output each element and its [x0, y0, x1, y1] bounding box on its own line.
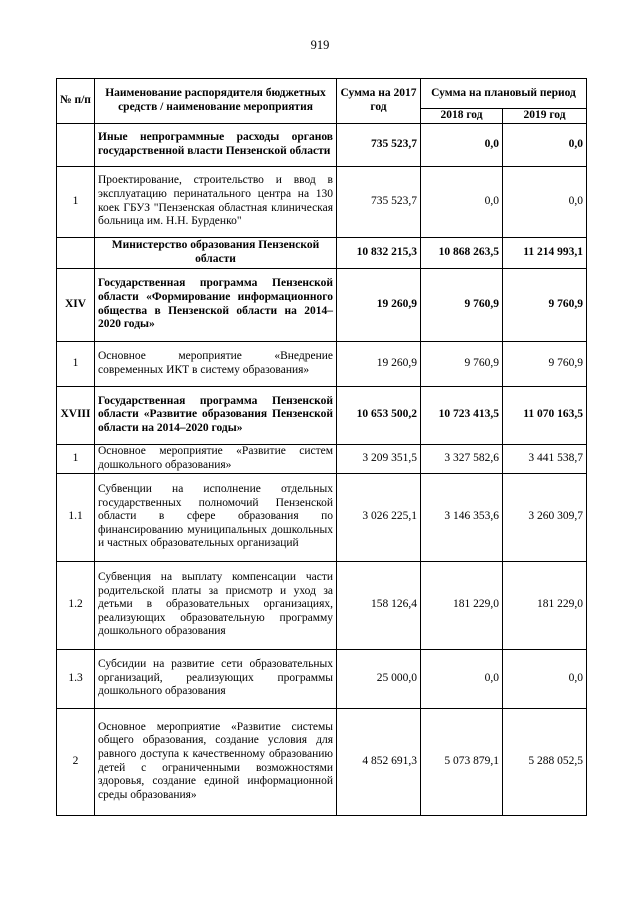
- header-name: Наименование распорядителя бюджетных средств / наименование мероприятия: [95, 79, 337, 124]
- table-row: [57, 649, 587, 708]
- table-row: [57, 268, 587, 341]
- row-num: XVIII: [57, 386, 95, 444]
- row-sum-2019: 11 070 163,5: [503, 386, 587, 444]
- table-row: [57, 708, 587, 815]
- header-2018: 2018 год: [421, 109, 503, 124]
- row-sum-2017: 3 209 351,5: [337, 444, 421, 473]
- row-sum-2018: 10 723 413,5: [421, 386, 503, 444]
- row-sum-2017: 4 852 691,3: [337, 708, 421, 815]
- row-sum-2019: 0,0: [503, 166, 587, 237]
- row-sum-2017: 25 000,0: [337, 649, 421, 708]
- row-sum-2017: 735 523,7: [337, 166, 421, 237]
- row-sum-2017: 19 260,9: [337, 341, 421, 386]
- row-sum-2018: 0,0: [421, 123, 503, 166]
- row-sum-2019: 0,0: [503, 123, 587, 166]
- header-row: [57, 79, 587, 109]
- row-name: Государственная программа Пензенской области «Развитие образования Пензенской области на 2014–2020 годы»: [95, 386, 337, 444]
- table-row: [57, 237, 587, 268]
- row-sum-2018: 9 760,9: [421, 268, 503, 341]
- row-sum-2017: 10 832 215,3: [337, 237, 421, 268]
- row-name: Проектирование, строительство и ввод в эксплуатацию перинатального центра на 130 коек ГБУЗ "Пензенская областная клиническая больница им. Н.Н. Бурденко": [95, 166, 337, 237]
- row-sum-2018: 0,0: [421, 649, 503, 708]
- row-sum-2018: 5 073 879,1: [421, 708, 503, 815]
- row-sum-2017: 19 260,9: [337, 268, 421, 341]
- row-name: Иные непрограммные расходы органов государственной власти Пензенской области: [95, 123, 337, 166]
- row-name: Государственная программа Пензенской области «Формирование информационного общества в Пензенской области на 2014–2020 годы»: [95, 268, 337, 341]
- table-row: [57, 123, 587, 166]
- row-num: 1: [57, 444, 95, 473]
- header-planned-period: Сумма на плановый период: [421, 79, 587, 109]
- row-sum-2018: 10 868 263,5: [421, 237, 503, 268]
- row-sum-2017: 10 653 500,2: [337, 386, 421, 444]
- budget-table: [56, 78, 587, 816]
- row-name: Субвенции на исполнение отдельных государственных полномочий Пензенской области в сфере образования по финансированию муниципальных дошкольных и частных образовательных организаций: [95, 473, 337, 561]
- row-num: 1: [57, 166, 95, 237]
- row-sum-2017: 158 126,4: [337, 561, 421, 649]
- row-name: Министерство образования Пензенской области: [95, 237, 337, 268]
- row-sum-2019: 0,0: [503, 649, 587, 708]
- row-sum-2019: 9 760,9: [503, 268, 587, 341]
- row-sum-2019: 9 760,9: [503, 341, 587, 386]
- row-sum-2018: 3 327 582,6: [421, 444, 503, 473]
- header-num: № п/п: [57, 79, 95, 124]
- row-sum-2018: 3 146 353,6: [421, 473, 503, 561]
- row-num: [57, 237, 95, 268]
- page-number: 919: [310, 38, 330, 52]
- row-name: Основное мероприятие «Развитие системы общего образования, создание условия для равного доступа к качественному образованию детей с ограниченными возможностями здоровья, создание единой информационной среды образования»: [95, 708, 337, 815]
- row-num: 1.1: [57, 473, 95, 561]
- table-row: [57, 444, 587, 473]
- header-sum-2017: Сумма на 2017 год: [337, 79, 421, 124]
- row-num: XIV: [57, 268, 95, 341]
- row-num: 1: [57, 341, 95, 386]
- row-sum-2017: 735 523,7: [337, 123, 421, 166]
- table-row: [57, 166, 587, 237]
- table-row: [57, 341, 587, 386]
- row-sum-2019: 11 214 993,1: [503, 237, 587, 268]
- header-2019: 2019 год: [503, 109, 587, 124]
- table-row: [57, 386, 587, 444]
- row-sum-2019: 3 260 309,7: [503, 473, 587, 561]
- row-sum-2018: 181 229,0: [421, 561, 503, 649]
- row-name: Субсидии на развитие сети образовательных организаций, реализующих программы дошкольного образования: [95, 649, 337, 708]
- table-row: [57, 561, 587, 649]
- row-name: Основное мероприятие «Развитие систем дошкольного образования»: [95, 444, 337, 473]
- table-row: [57, 473, 587, 561]
- row-sum-2019: 3 441 538,7: [503, 444, 587, 473]
- row-sum-2019: 5 288 052,5: [503, 708, 587, 815]
- row-name: Основное мероприятие «Внедрение современных ИКТ в систему образования»: [95, 341, 337, 386]
- row-num: 1.2: [57, 561, 95, 649]
- row-num: [57, 123, 95, 166]
- row-sum-2018: 9 760,9: [421, 341, 503, 386]
- row-num: 2: [57, 708, 95, 815]
- row-sum-2019: 181 229,0: [503, 561, 587, 649]
- row-sum-2018: 0,0: [421, 166, 503, 237]
- row-num: 1.3: [57, 649, 95, 708]
- row-sum-2017: 3 026 225,1: [337, 473, 421, 561]
- row-name: Субвенция на выплату компенсации части родительской платы за присмотр и уход за детьми в образовательных организациях, реализующих образовательную программу дошкольного образования: [95, 561, 337, 649]
